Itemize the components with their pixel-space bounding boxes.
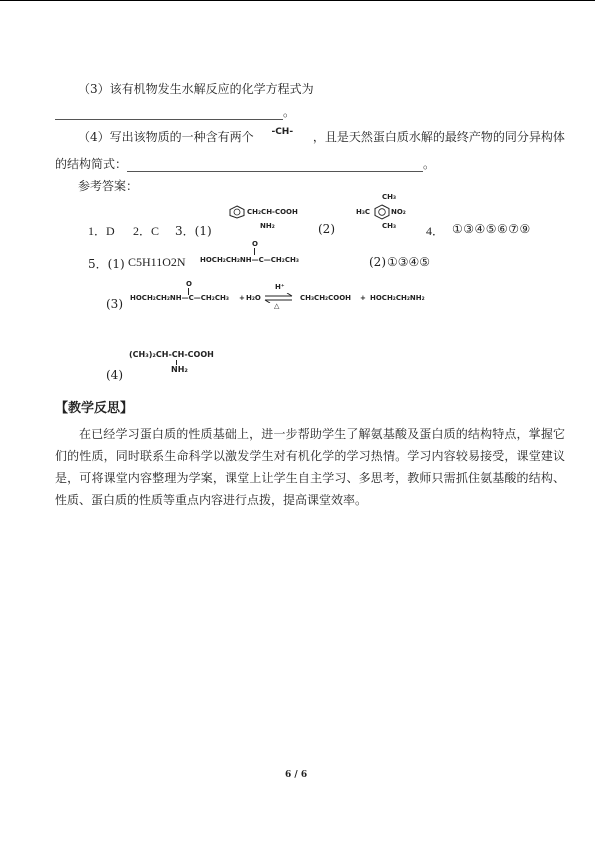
answer-5-label: 5．(1) — [88, 257, 125, 271]
benzene-ring-icon — [228, 205, 246, 219]
answer-5-4-label: (4) — [106, 368, 123, 382]
benzene-ring-icon — [373, 204, 391, 220]
question-3-answer-line — [55, 103, 295, 120]
formula-nh2: NH₂ — [260, 222, 275, 230]
product-propanoic-acid: CH₃CH₂COOH — [300, 294, 352, 302]
water: H₂O — [246, 294, 261, 302]
double-bond-mark — [254, 248, 255, 255]
answer-5-2-label: (2) — [369, 255, 386, 269]
heat-symbol: △ — [274, 302, 280, 310]
hydrolysis-equation — [130, 280, 450, 310]
plus-sign: + — [239, 294, 245, 302]
ch-fragment: -CH- — [271, 127, 294, 137]
answer-3-label: 3．(1) — [175, 224, 212, 238]
answer-blank — [127, 159, 423, 172]
reactant-carbonyl-oxygen: O — [186, 280, 192, 288]
acid-catalyst: H⁺ — [275, 283, 285, 291]
question-4-prompt: （4）写出该物质的一种含有两个 — [78, 130, 254, 144]
amide-structure: HOCH₂CH₂NH—C—CH₂CH₃ — [200, 256, 299, 264]
question-3-text — [78, 80, 314, 97]
nitro-group: NO₂ — [391, 208, 406, 216]
valine-nh2: NH₂ — [171, 365, 188, 374]
valine-main: (CH₃)₂CH-CH-COOH — [129, 350, 214, 359]
question-4-suffix: ，且是天然蛋白质水解的最终产物的同分异构体 — [312, 130, 565, 144]
methyl-bottom: CH₃ — [382, 222, 397, 230]
reactant-amide: HOCH₂CH₂NH—C—CH₂CH₃ — [130, 294, 229, 302]
question-3-prompt: （3）该有机物发生水解反应的化学方程式为 — [78, 82, 314, 96]
formula-main: CH₂CH-COOH — [247, 208, 298, 216]
question-4-line2 — [55, 155, 435, 172]
reflection-body: 在已经学习蛋白质的性质基础上，进一步帮助学生了解氨基酸及蛋白质的结构特点，掌握它们的性质，同时联系生命科学以激发学生对有机化学的学习热情。学习内容较易接受，课堂建议是，可将课堂内容整理为学案，课堂上让学生自主学习、多思考，教师只需抓住氨基酸的结构、性质、蛋白质的性质等重点内容进行点拨，提高课堂效率。 — [55, 427, 565, 507]
answer-2: 2．C — [133, 224, 160, 238]
answer-1: 1．D — [88, 224, 115, 238]
end-mark: 。 — [423, 157, 436, 171]
answers-label: 参考答案： — [78, 179, 139, 193]
answer-5-3-label: (3) — [106, 297, 123, 311]
question-4-text — [78, 128, 565, 145]
reflection-heading: 【教学反思】 — [55, 401, 134, 416]
product-ethanolamine: HOCH₂CH₂NH₂ — [370, 294, 425, 302]
answer-3-2-label: (2) — [318, 222, 335, 236]
methyl-left: H₃C — [356, 208, 371, 216]
page-top-rule — [0, 0, 595, 1]
answer-blank — [55, 107, 283, 120]
answer-5-formula: C5H11O2N — [128, 255, 186, 269]
question-4-line2-prefix: 的结构简式： — [55, 157, 128, 171]
answer-4-label: 4． — [426, 224, 445, 238]
plus-sign: + — [360, 294, 366, 302]
carbonyl-oxygen: O — [252, 240, 258, 248]
methyl-top: CH₃ — [382, 193, 397, 201]
answer-4-value: ①③④⑤⑥⑦⑨ — [452, 222, 531, 236]
end-mark: 。 — [283, 105, 296, 119]
page-number: 6 / 6 — [285, 770, 308, 780]
answer-5-2-value: ①③④⑤ — [387, 255, 431, 269]
answer-3-2-structure — [356, 193, 406, 233]
